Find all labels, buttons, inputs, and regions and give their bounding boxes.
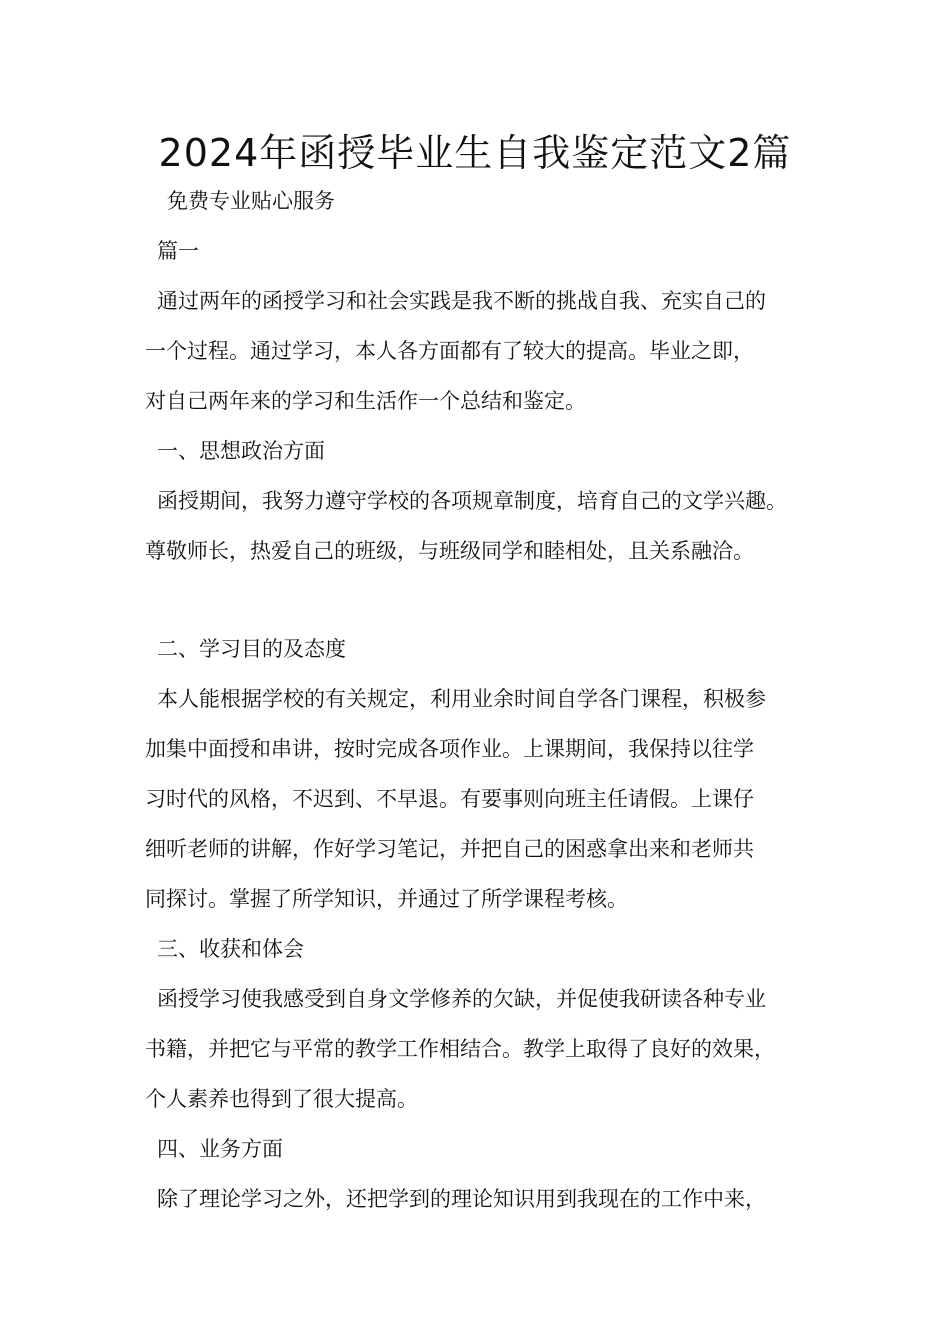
section-label: 篇一 bbox=[157, 239, 199, 263]
section-heading: 一、思想政治方面 bbox=[157, 439, 325, 463]
body-line: 除了理论学习之外，还把学到的理论知识用到我现在的工作中来， bbox=[157, 1187, 766, 1211]
document-subtitle: 免费专业贴心服务 bbox=[167, 189, 335, 213]
body-line: 加集中面授和串讲，按时完成各项作业。上课期间，我保持以往学 bbox=[145, 737, 754, 761]
document-title: 2024年函授毕业生自我鉴定范文2篇 bbox=[158, 131, 792, 175]
body-line: 通过两年的函授学习和社会实践是我不断的挑战自我、充实自己的 bbox=[157, 289, 766, 313]
body-line: 细听老师的讲解，作好学习笔记，并把自己的困惑拿出来和老师共 bbox=[145, 837, 754, 861]
body-line: 本人能根据学校的有关规定，利用业余时间自学各门课程，积极参 bbox=[157, 687, 766, 711]
body-line: 一个过程。通过学习，本人各方面都有了较大的提高。毕业之即， bbox=[145, 339, 754, 363]
body-line: 函授学习使我感受到自身文学修养的欠缺，并促使我研读各种专业 bbox=[157, 987, 766, 1011]
body-line: 对自己两年来的学习和生活作一个总结和鉴定。 bbox=[145, 389, 586, 413]
section-heading: 三、收获和体会 bbox=[157, 937, 304, 961]
section-heading: 二、学习目的及态度 bbox=[157, 637, 346, 661]
body-line: 书籍，并把它与平常的教学工作相结合。教学上取得了良好的效果， bbox=[145, 1037, 775, 1061]
section-heading: 四、业务方面 bbox=[157, 1137, 283, 1161]
body-line: 尊敬师长，热爱自己的班级，与班级同学和睦相处，且关系融洽。 bbox=[145, 539, 754, 563]
body-line: 函授期间，我努力遵守学校的各项规章制度，培育自己的文学兴趣。 bbox=[157, 489, 787, 513]
body-line: 同探讨。掌握了所学知识，并通过了所学课程考核。 bbox=[145, 887, 628, 911]
body-line: 习时代的风格，不迟到、不早退。有要事则向班主任请假。上课仔 bbox=[145, 787, 754, 811]
body-line: 个人素养也得到了很大提高。 bbox=[145, 1087, 418, 1111]
